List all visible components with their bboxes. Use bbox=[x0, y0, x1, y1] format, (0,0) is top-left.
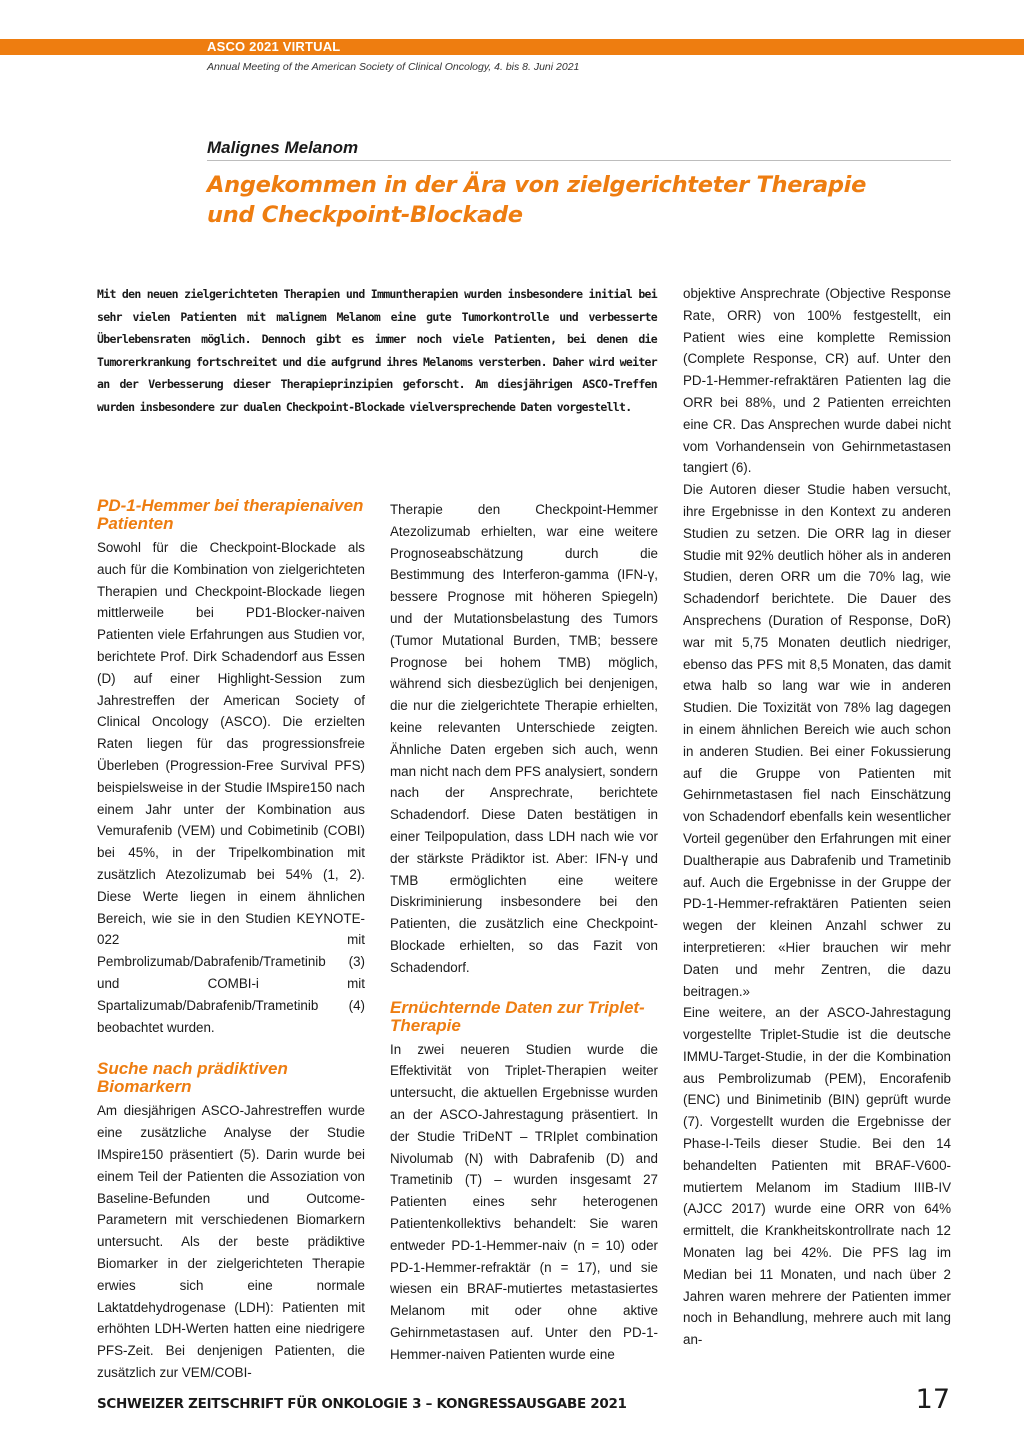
header-bar bbox=[0, 39, 1024, 55]
column-2 bbox=[390, 499, 658, 1365]
section-heading-pd1-naive: PD-1-Hemmer bei therapienaiven Patienten bbox=[97, 496, 364, 533]
journal-footer: SCHWEIZER ZEITSCHRIFT FÜR ONKOLOGIE 3 – KONGRESSAUSGABE 2021 bbox=[97, 1396, 627, 1412]
meeting-subtitle: Annual Meeting of the American Society of Clinical Oncology, 4. bis 8. Juni 2021 bbox=[207, 61, 580, 73]
headline-line-2: und Checkpoint-Blockade bbox=[207, 202, 523, 228]
column-3 bbox=[683, 283, 951, 1351]
page-number: 17 bbox=[915, 1384, 950, 1415]
article-lead: Mit den neuen zielgerichteten Therapien und Immuntherapien wurden insbesondere initial bei sehr vielen Patienten mit malignem Melanom eine gute Tumorkontrolle und verbesserte Überlebensraten möglich. Dennoch gibt es immer noch viele Patienten, bei denen die Tumorerkrankung fortschreitet und die aufgrund ihres Melanoms versterben. Daher wird weiter an der Verbesserung dieser Therapieprinzipien geforscht. Am diesjährigen ASCO-Treffen wurden insbesondere zur dualen Checkpoint-Blockade vielversprechende Daten vorgestellt. bbox=[97, 287, 657, 414]
paragraph: Eine weitere, an der ASCO-Jahrestagung vorgestellte Triplet-Studie ist die deutsche IMMU-Target-Studie, in der die Kombination aus Pembrolizumab (PEM), Encorafenib (ENC) und Binimetinib (BIN) geprüft wurde (7). Vorgestellt wurden die Ergebnisse der Phase-I-Teils dieser Studie. Bei den 14 behandelten Patienten mit BRAF-V600-mutiertem Melanom im Stadium IIIB-IV (AJCC 2017) wurde eine ORR von 64% ermittelt, die Krankheitskontrollrate nach 12 Monaten lag bei 42%. Die PFS lag im Median bei 11 Monaten, und nach über 2 Jahren waren mehrere der Patienten immer noch in Behandlung, mehrere auch mit lang an- bbox=[683, 1005, 951, 1348]
kicker-divider bbox=[207, 160, 951, 161]
section-title: ASCO 2021 VIRTUAL bbox=[207, 39, 341, 54]
section-heading-triplet: Ernüchternde Daten zur Triplet-Therapie bbox=[390, 997, 645, 1035]
paragraph: Sowohl für die Checkpoint-Blockade als auch für die Kombination von zielgerichteten Therapien und Checkpoint-Blockade liegen mittlerweile bei PD1-Blocker-naiven Patienten viele Erfahrungen aus Studien vor, berichtete Prof. Dirk Schadendorf aus Essen (D) auf einer Highlight-Session zum Jahrestreffen der American Society of Clinical Oncology (ASCO). Die erzielten Raten liegen für das progressionsfreie Überleben (Progression-Free Survival PFS) beispielsweise in der Studie IMspire150 nach einem Jahr unter der Kombination aus Vemurafenib (VEM) und Cobimetinib (COBI) bei 45%, in der Tripelkombination mit zusätzlich Atezolizumab bei 54% (1, 2). Diese Werte liegen in einem ähnlichen Bereich, wie sie in den Studien KEYNOTE-022 mit Pembrolizumab/Dabrafenib/Trametinib (3) und COMBI-i mit Spartalizumab/Dabrafenib/Trametinib (4) beobachtet wurden. bbox=[97, 540, 365, 1035]
paragraph: In zwei neueren Studien wurde die Effektivität von Triplet-Therapien weiter untersucht, die aktuellen Ergebnisse wurden an der ASCO-Jahrestagung präsentiert. In der Studie TriDeNT – TRIplet combination Nivolumab (N) with Dabrafenib (D) and Trametinib (T) – wurden insgesamt 27 Patienten eines sehr heterogenen Patientenkollektivs behandelt: Sie waren entweder PD-1-Hemmer-naiv (n = 10) oder PD-1-Hemmer-refraktär (n = 17), und sie wiesen ein BRAF-mutiertes metastasiertes Melanom mit oder ohne aktive Gehirnmetastasen auf. Unter den PD-1-Hemmer-naiven Patienten wurde eine bbox=[390, 1041, 658, 1362]
section-heading-biomarker: Suche nach prädiktiven Biomarkern bbox=[97, 1059, 288, 1097]
column-1 bbox=[97, 497, 365, 1384]
paragraph: objektive Ansprechrate (Objective Response Rate, ORR) von 100% festgestellt, ein Patient wies eine komplette Remission (Complete Response, CR) auf. Unter den PD-1-Hemmer-refraktären Patienten lag die ORR bei 88%, und 2 Patienten erreichten eine CR. Das Ansprechen wurde dabei nicht vom Vorhandensein von Gehirnmetastasen tangiert (6). bbox=[683, 286, 951, 476]
article-headline bbox=[207, 170, 947, 230]
paragraph: Therapie den Checkpoint-Hemmer Atezolizumab erhielten, war eine weitere Prognoseabschätzung durch die Bestimmung des Interferon-gamma (IFN-γ, bessere Prognose mit höheren Spiegeln) und der Mutationsbelastung des Tumors (Tumor Mutational Burden, TMB; bessere Prognose bei hohem TMB) möglich, während sich diesbezüglich bei denjenigen, die nur die zielgerichtete Therapie erhielten, keine relevanten Unterschiede zeigten. Ähnliche Daten ergeben sich auch, wenn man nicht nach dem PFS analysiert, sondern nach der Ansprechrate, berichtete Schadendorf. Diese Daten bestätigen in einer Teilpopulation, dass LDH nach wie vor der stärkste Prädiktor ist. Aber: IFN-γ und TMB ermöglichten eine weitere Diskriminierung insbesondere bei den Patienten, die zusätzlich eine Checkpoint-Blockade erhielten, so das Fazit von Schadendorf. bbox=[390, 502, 658, 975]
paragraph: Am diesjährigen ASCO-Jahrestreffen wurde eine zusätzliche Analyse der Studie IMspire150 präsentiert (5). Darin wurde bei einem Teil der Patienten die Assoziation von Baseline-Befunden und Outcome-Parametern mit verschiedenen Biomarkern untersucht. Als der beste prädiktive Biomarker in der zielgerichteten Therapie erwies sich eine normale Laktatdehydrogenase (LDH): Patienten mit erhöhten LDH-Werten hatten eine niedrigere PFS-Zeit. Bei denjenigen Patienten, die zusätzlich zur VEM/COBI- bbox=[97, 1103, 365, 1380]
headline-line-1: Angekommen in der Ära von zielgerichteter Therapie bbox=[207, 172, 867, 198]
article-kicker: Malignes Melanom bbox=[207, 138, 359, 157]
paragraph: Die Autoren dieser Studie haben versucht, ihre Ergebnisse in den Kontext zu anderen Studien zu setzen. Die ORR lag in dieser Studie mit 92% deutlich höher als in anderen Studien, deren ORR um die 70% lag, wie Schadendorf berichtete. Die Dauer des Ansprechens (Duration of Response, DoR) war mit 5,75 Monaten deutlich niedriger, ebenso das PFS mit 8,5 Monaten, das damit etwa halb so lang war wie in anderen Studien. Die Toxizität von 78% lag dagegen in einem ähnlichen Bereich wie auch schon in anderen Studien. Bei einer Fokussierung auf die Gruppe von Patienten mit Gehirnmetastasen fiel nach Einschätzung von Schadendorf ebenfalls kein wesentlicher Vorteil gegenüber den Erfahrungen mit einer Dualtherapie aus Dabrafenib und Trametinib auf. Auch die Ergebnisse in der Gruppe der PD-1-Hemmer-refraktären Patienten seien wegen der kleinen Anzahl schwer zu interpretieren: «Hier brauchen wir mehr Daten und mehr Zentren, die dazu beitragen.» bbox=[683, 482, 951, 999]
